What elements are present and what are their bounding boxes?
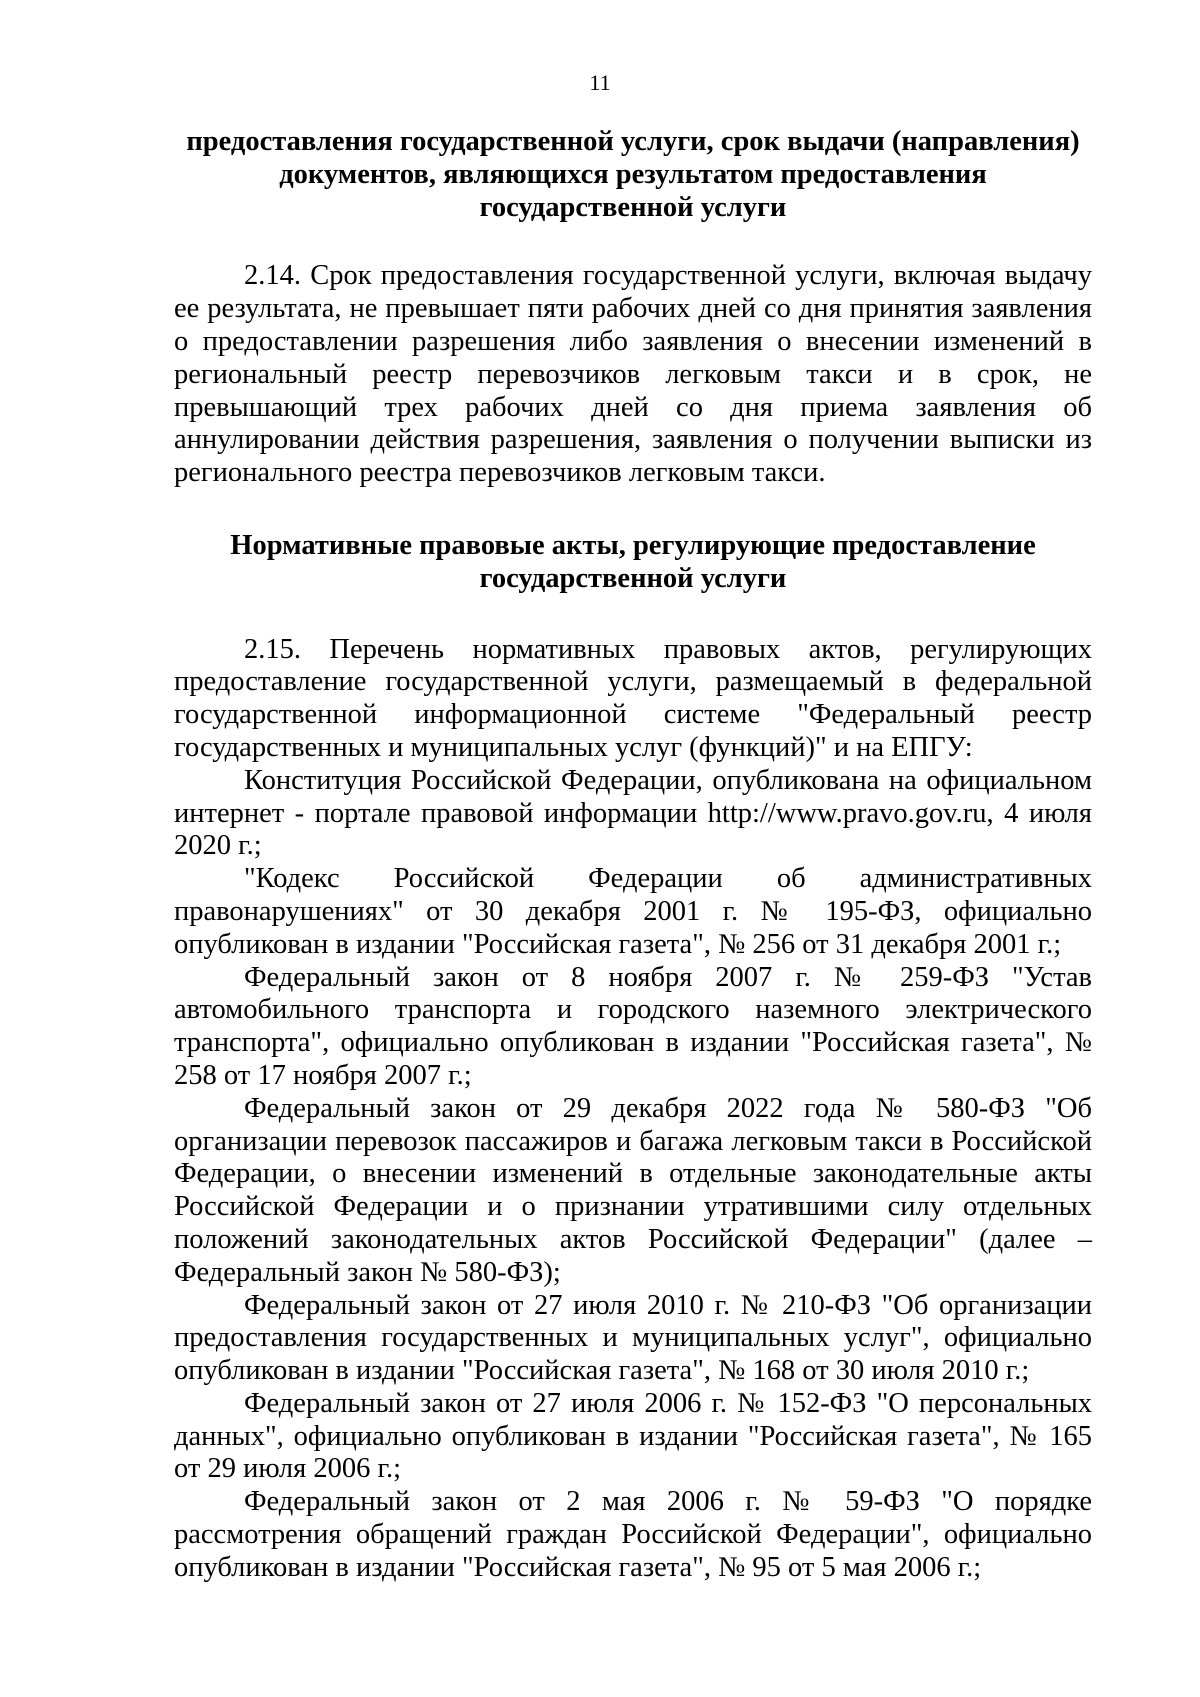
legal-act-administrative-code: "Кодекс Российской Федерации об административных правонарушениях" от 30 декабря 2001 г. № 195-ФЗ, официально опубликован в издании "Российская газета", № 256 от 31 декабря 2001 г.; [174,863,1092,960]
legal-act-59-fz: Федеральный закон от 2 мая 2006 г. № 59-ФЗ "О порядке рассмотрения обращений граждан Российской Федерации", официально опубликован в издании "Российская газета", № 95 от 5 мая 2006 г.; [174,1486,1092,1583]
legal-act-152-fz: Федеральный закон от 27 июля 2006 г. № 152-ФЗ "О персональных данных", официально опубликован в издании "Российская газета", № 165 от 29 июля 2006 г.; [174,1387,1092,1485]
legal-act-constitution: Конституция Российской Федерации, опубликована на официальном интернет - портале правовой информации http://www.pravo.gov.ru, 4 июля 2020 г.; [174,764,1092,862]
paragraph-2-15: 2.15. Перечень нормативных правовых актов, регулирующих предоставление государственной услуги, размещаемый в федеральной государственной информационной системе "Федеральный реестр государственных и муниципальных услуг (функций)" и на ЕПГУ: [174,633,1092,763]
legal-act-259-fz: Федеральный закон от 8 ноября 2007 г. № 259-ФЗ "Устав автомобильного транспорта и городского наземного электрического транспорта", официально опубликован в издании "Российская газета", № 258 от 17 ноября 2007 г.; [174,961,1092,1091]
legal-act-210-fz: Федеральный закон от 27 июля 2010 г. № 210-ФЗ "Об организации предоставления государственных и муниципальных услуг", официально опубликован в издании "Российская газета", № 168 от 30 июля 2010 г.; [174,1289,1092,1387]
legal-act-580-fz: Федеральный закон от 29 декабря 2022 года № 580-ФЗ "Об организации перевозок пассажиров и багажа легковым такси в Российской Федерации, о внесении изменений в отдельные законодательные акты Российской Федерации и о признании утратившими силу отдельных положений законодательных актов Российской Федерации" (далее – Федеральный закон № 580-ФЗ); [174,1092,1092,1288]
section-heading-service-term: предоставления государственной услуги, срок выдачи (направления) документов, являющихся результатом предоставления государственной услуги [186,126,1080,223]
document-body [174,126,1092,1585]
paragraph-2-14: 2.14. Срок предоставления государственной услуги, включая выдачу ее результата, не превышает пяти рабочих дней со дня принятия заявления о предоставлении разрешения либо заявления о внесении изменений в региональный реестр перевозчиков легковым такси и в срок, не превышающий трех рабочих дней со дня приема заявления об аннулировании действия разрешения, заявления о получении выписки из регионального реестра перевозчиков легковым такси. [174,260,1092,489]
section-heading-legal-acts: Нормативные правовые акты, регулирующие предоставление государственной услуги [230,529,1036,594]
page-number: 11 [589,70,611,95]
